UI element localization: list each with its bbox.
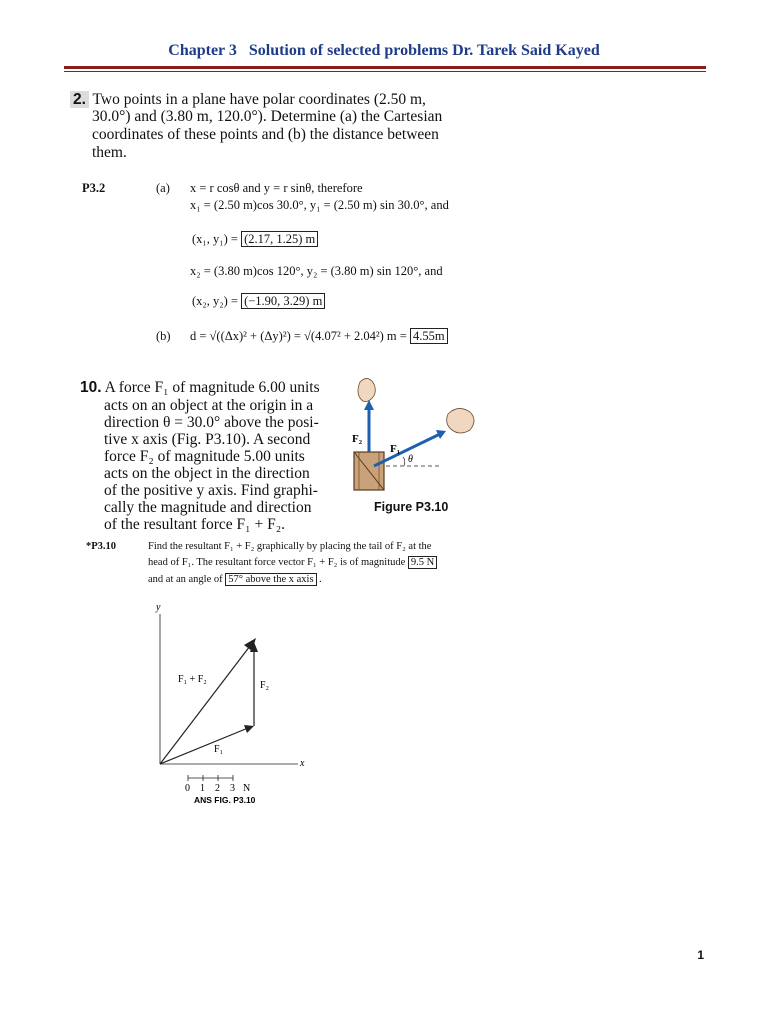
part-b-label: (b) [156, 329, 171, 343]
figure-p3-10 [340, 374, 500, 500]
problem-line: acts on the object in the direction [104, 465, 310, 482]
text: and at an angle of [148, 574, 223, 585]
y-axis-label: y [156, 602, 161, 613]
solution-line: x₂ = (3.80 m)cos 120°, y₂ = (3.80 m) sin 120°, and [190, 264, 443, 278]
page-number: 1 [697, 948, 704, 962]
f1-arrow [374, 434, 440, 466]
x-axis-label: x [300, 758, 305, 769]
solution-result-2 [192, 294, 325, 309]
problem-line: of the resultant force F₁ + F₂. [104, 516, 285, 533]
scale-tick: 3 [230, 783, 235, 794]
result-lhs: (x₂, y₂) = [192, 294, 238, 308]
problem-line: Two points in a plane have polar coordinates (2.50 m, [92, 91, 426, 108]
figure-caption: Figure P3.10 [374, 500, 449, 514]
f1-label: F₁ [214, 744, 224, 755]
hand-icon [358, 378, 375, 401]
ans-figure-caption: ANS FIG. P3.10 [194, 795, 256, 805]
hand-icon [447, 408, 474, 433]
chapter-label: Chapter 3 [168, 42, 237, 59]
solution-label: *P3.10 [86, 541, 117, 552]
solution-result-1 [192, 232, 318, 247]
solution-label: P3.2 [82, 181, 106, 195]
header-rule-thin [64, 71, 706, 72]
solution-line: x = r cosθ and y = r sinθ, therefore [190, 181, 363, 195]
resultant-label: F₁ + F₂ [178, 674, 207, 685]
solution-line: Find the resultant F₁ + F₂ graphically by placing the tail of F₂ at the [148, 541, 432, 552]
problem-line: tive x axis (Fig. P3.10). A second [104, 431, 311, 448]
problem-line: acts on an object at the origin in a [104, 397, 314, 414]
scale-tick: 0 [185, 783, 190, 794]
theta-label: θ [408, 454, 413, 465]
problem-line: force F₂ of magnitude 5.00 units [104, 448, 305, 465]
result-box: (2.17, 1.25) m [241, 231, 318, 247]
solution-line: x₁ = (2.50 m)cos 30.0°, y₁ = (2.50 m) sin 30.0°, and [190, 198, 449, 212]
problem-line: 30.0°) and (3.80 m, 120.0°). Determine (a) the Cartesian [92, 108, 443, 125]
page-header [0, 42, 768, 60]
scale-tick: 2 [215, 783, 220, 794]
problem-2-statement [70, 92, 426, 108]
header-rule [64, 66, 706, 69]
problem-number: 10. [80, 379, 102, 396]
f2-label: F₂ [260, 680, 270, 691]
solution-line-2 [148, 557, 437, 568]
solution-result-3 [190, 329, 448, 344]
resultant-vector [160, 646, 250, 764]
result-lhs: (x₁, y₁) = [192, 232, 238, 246]
problem-line: cally the magnitude and direction [104, 499, 312, 516]
text: . [319, 574, 322, 585]
header-title: Solution of selected problems Dr. Tarek Said Kayed [248, 42, 600, 59]
scale-tick: 1 [200, 783, 205, 794]
ans-figure-vector-diagram [140, 598, 320, 808]
problem-line: them. [92, 144, 127, 161]
problem-line: of the positive y axis. Find graphi- [104, 482, 318, 499]
result-box: (−1.90, 3.29) m [241, 293, 325, 309]
problem-line: coordinates of these points and (b) the distance between [92, 126, 439, 143]
problem-10-statement [80, 380, 320, 396]
problem-line: direction θ = 30.0° above the posi- [104, 414, 319, 431]
distance-formula: d = √((Δx)² + (Δy)²) = √(4.07² + 2.04²) m = [190, 329, 407, 343]
result-box: 4.55m [410, 328, 448, 344]
result-box: 9.5 N [408, 556, 437, 569]
result-box: 57° above the x axis [225, 573, 316, 586]
problem-number: 2. [70, 91, 89, 108]
solution-line-3 [148, 574, 322, 585]
text: head of F₁. The resultant force vector F₁ + F₂ is of magnitude [148, 557, 406, 568]
f2-label: F₂ [352, 433, 363, 445]
scale-unit: N [243, 783, 251, 794]
problem-line: A force F₁ of magnitude 6.00 units [104, 379, 320, 396]
f1-label: F₁ [390, 443, 401, 455]
part-a-label: (a) [156, 181, 170, 195]
